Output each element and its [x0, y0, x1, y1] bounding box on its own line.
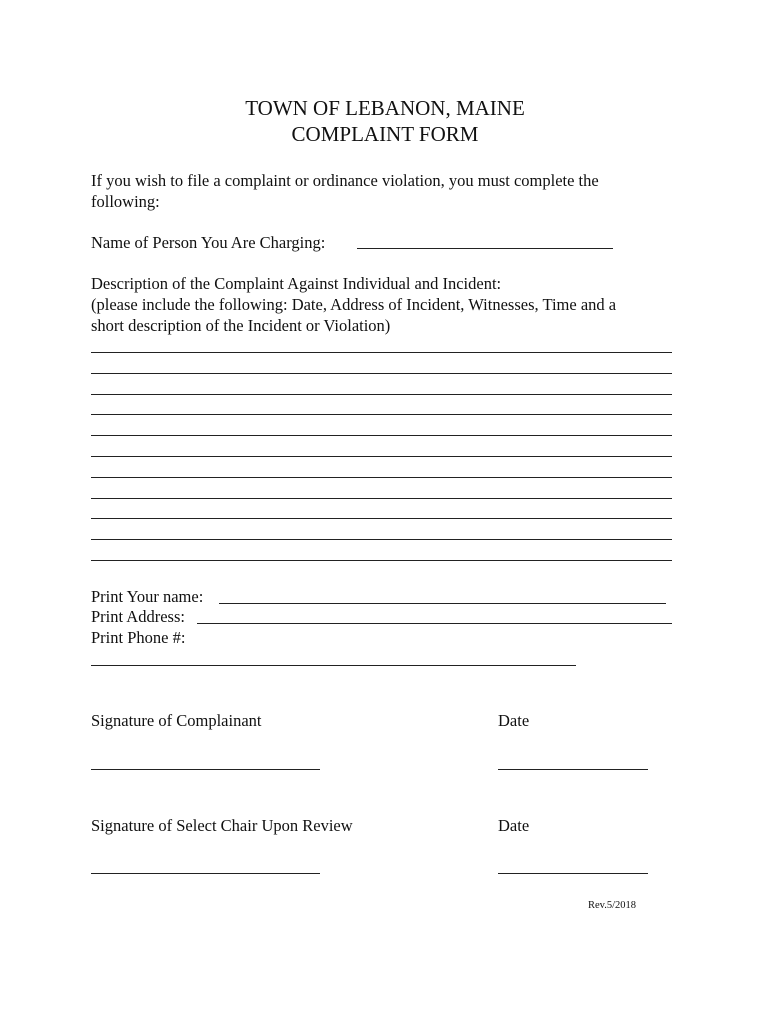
- description-line[interactable]: [91, 539, 672, 540]
- description-heading: Description of the Complaint Against Individual and Incident:: [91, 274, 502, 293]
- description-line[interactable]: [91, 560, 672, 561]
- description-line[interactable]: [91, 435, 672, 436]
- complainant-signature-line[interactable]: [91, 769, 320, 770]
- description-line[interactable]: [91, 477, 672, 478]
- description-line[interactable]: [91, 414, 672, 415]
- charged-person-label: Name of Person You Are Charging:: [91, 233, 326, 252]
- complainant-date-label: Date: [498, 711, 530, 730]
- complainant-date-line[interactable]: [498, 769, 648, 770]
- form-title-complaint: COMPLAINT FORM: [291, 122, 479, 146]
- description-line[interactable]: [91, 498, 672, 499]
- description-note-line1: (please include the following: Date, Address of Incident, Witnesses, Time and a: [91, 295, 617, 314]
- select-chair-date-line[interactable]: [498, 873, 648, 874]
- intro-text-line2: following:: [91, 192, 160, 211]
- select-chair-signature-line[interactable]: [91, 873, 320, 874]
- select-chair-signature-label: Signature of Select Chair Upon Review: [91, 816, 353, 835]
- revision-note: Rev.5/2018: [588, 900, 637, 911]
- description-note-line2: short description of the Incident or Violation): [91, 316, 391, 335]
- intro-text-line1: If you wish to file a complaint or ordinance violation, you must complete the: [91, 171, 599, 190]
- print-phone-label: Print Phone #:: [91, 628, 186, 647]
- form-title-town: TOWN OF LEBANON, MAINE: [245, 96, 525, 120]
- charged-person-blank[interactable]: [357, 248, 613, 249]
- print-name-blank[interactable]: [219, 603, 666, 604]
- description-line[interactable]: [91, 394, 672, 395]
- select-chair-date-label: Date: [498, 816, 530, 835]
- description-line[interactable]: [91, 352, 672, 353]
- print-address-label: Print Address:: [91, 607, 185, 626]
- print-phone-blank[interactable]: [91, 665, 576, 666]
- description-line[interactable]: [91, 373, 672, 374]
- print-name-label: Print Your name:: [91, 587, 204, 606]
- charged-person-field: [91, 232, 325, 253]
- complainant-signature-label: Signature of Complainant: [91, 711, 262, 730]
- print-address-blank[interactable]: [197, 623, 672, 624]
- description-line[interactable]: [91, 518, 672, 519]
- description-line[interactable]: [91, 456, 672, 457]
